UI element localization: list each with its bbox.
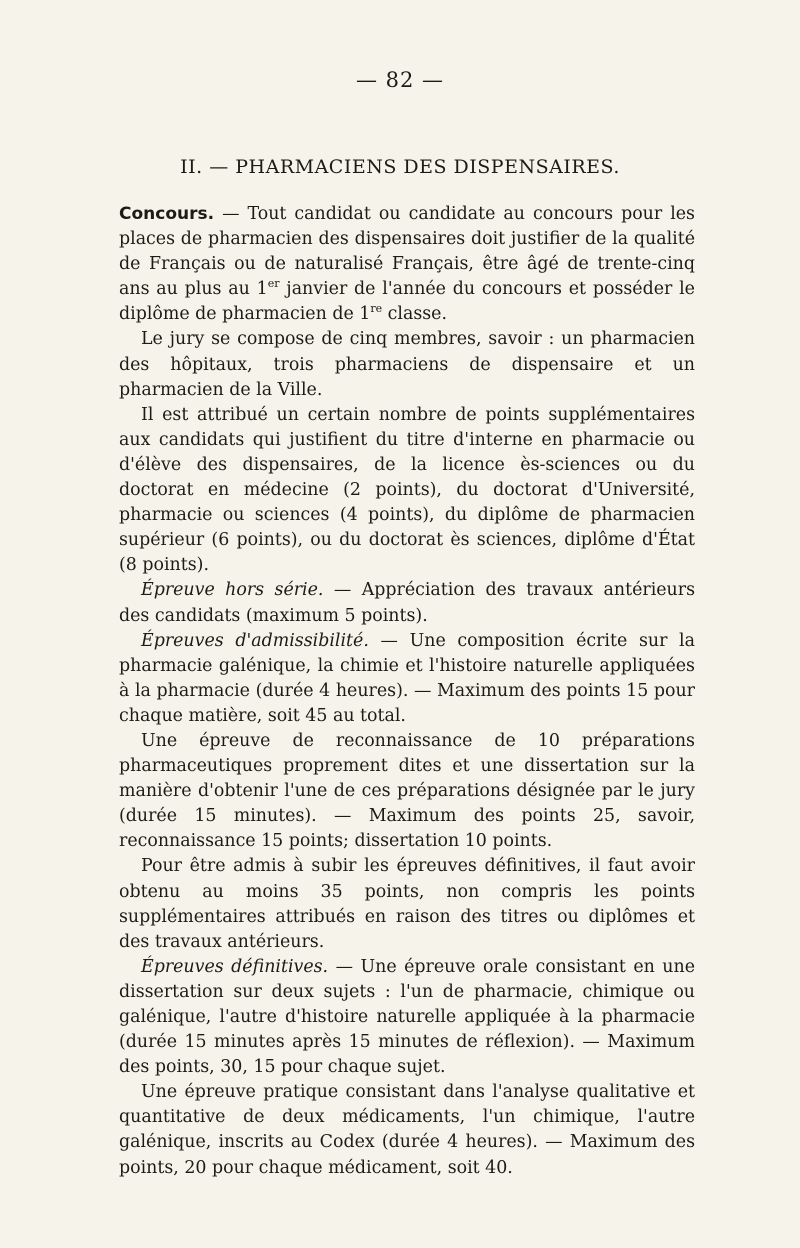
paragraph-admission: Pour être admis à subir les épreuves définitives, il faut avoir obtenu au moins 35 points, non compris les points supplémentaires attribués en raison des titres ou diplômes et des travaux antérieurs. — [119, 856, 695, 952]
epreuves-definitives-label: Épreuves définitives. — [141, 956, 329, 977]
paragraph-epreuves-definitives — [119, 955, 695, 1080]
page-number: — 82 — — [355, 68, 445, 92]
epreuves-admissibilite-text: — Une composition écrite sur la pharmacie galénique, la chimie et l'histoire naturelle appliquées à la pharmacie (durée 4 heures). — Maximum des points 15 pour chaque matière, soit 45 au total. — [119, 630, 695, 726]
paragraph-points-supplementaires: Il est attribué un certain nombre de points supplémentaires aux candidats qui justifient du titre d'interne en pharmacie ou d'élève des dispensaires, de la licence ès-sciences ou du doctorat en médecine (2 points), du doctorat d'Université, pharmacie ou sciences (4 points), du diplôme de pharmacien supérieur (6 points), ou du doctorat ès sciences, diplôme d'État (8 points). — [119, 404, 695, 576]
paragraph-epreuve-pratique: Une épreuve pratique consistant dans l'analyse qualitative et quantitative de deux médicaments, l'un chimique, l'autre galénique, inscrits au Codex (durée 4 heures). — Maximum des points, 20 pour chaque médicament, soit 40. — [119, 1082, 695, 1178]
epreuve-hors-serie-label: Épreuve hors série. — [141, 580, 324, 601]
concours-text-1: — Tout candidat ou candidate au concours pour les places de pharmacien des dispensaires doit justifier de la qualité de Français ou de naturalisé Français, être âgé de trente-cinq ans au plus au 1 — [119, 204, 695, 300]
epreuve-hors-serie-text: — Appréciation des travaux antérieurs des candidats (maximum 5 points). — [119, 580, 695, 626]
paragraph-concours — [119, 202, 695, 327]
concours-text-2: janvier de l'année du concours et posséder le diplôme de pharmacien de 1 — [119, 279, 695, 325]
superscript-er: er — [267, 277, 280, 291]
paragraph-epreuve-reconnaissance: Une épreuve de reconnaissance de 10 préparations pharmaceutiques proprement dites et une dissertation sur la manière d'obtenir l'une de ces préparations désignée par le jury (durée 15 minutes). — Maximum des points 25, savoir, reconnaissance 15 points; dissertation 10 points. — [119, 730, 695, 852]
concours-text-3: classe. — [382, 304, 447, 325]
paragraph-jury: Le jury se compose de cinq membres, savoir : un pharmacien des hôpitaux, trois pharmaciens de dispensaire et un pharmacien de la Ville. — [119, 329, 695, 400]
superscript-re: re — [370, 302, 383, 316]
paragraph-epreuves-admissibilite — [119, 629, 695, 729]
document-body — [119, 202, 695, 1181]
paragraph-epreuve-hors-serie — [119, 578, 695, 628]
concours-label: Concours. — [119, 204, 215, 224]
epreuves-definitives-text: — Une épreuve orale consistant en une dissertation sur deux sujets : l'un de pharmacie, chimique ou galénique, l'autre d'histoire naturelle appliquée à la pharmacie (durée 15 minutes après 15 minutes de réflexion). — Maximum des points, 30, 15 pour chaque sujet. — [119, 956, 695, 1078]
section-heading: II. — PHARMACIENS DES DISPENSAIRES. — [180, 156, 620, 178]
epreuves-admissibilite-label: Épreuves d'admissibilité. — [141, 630, 369, 651]
